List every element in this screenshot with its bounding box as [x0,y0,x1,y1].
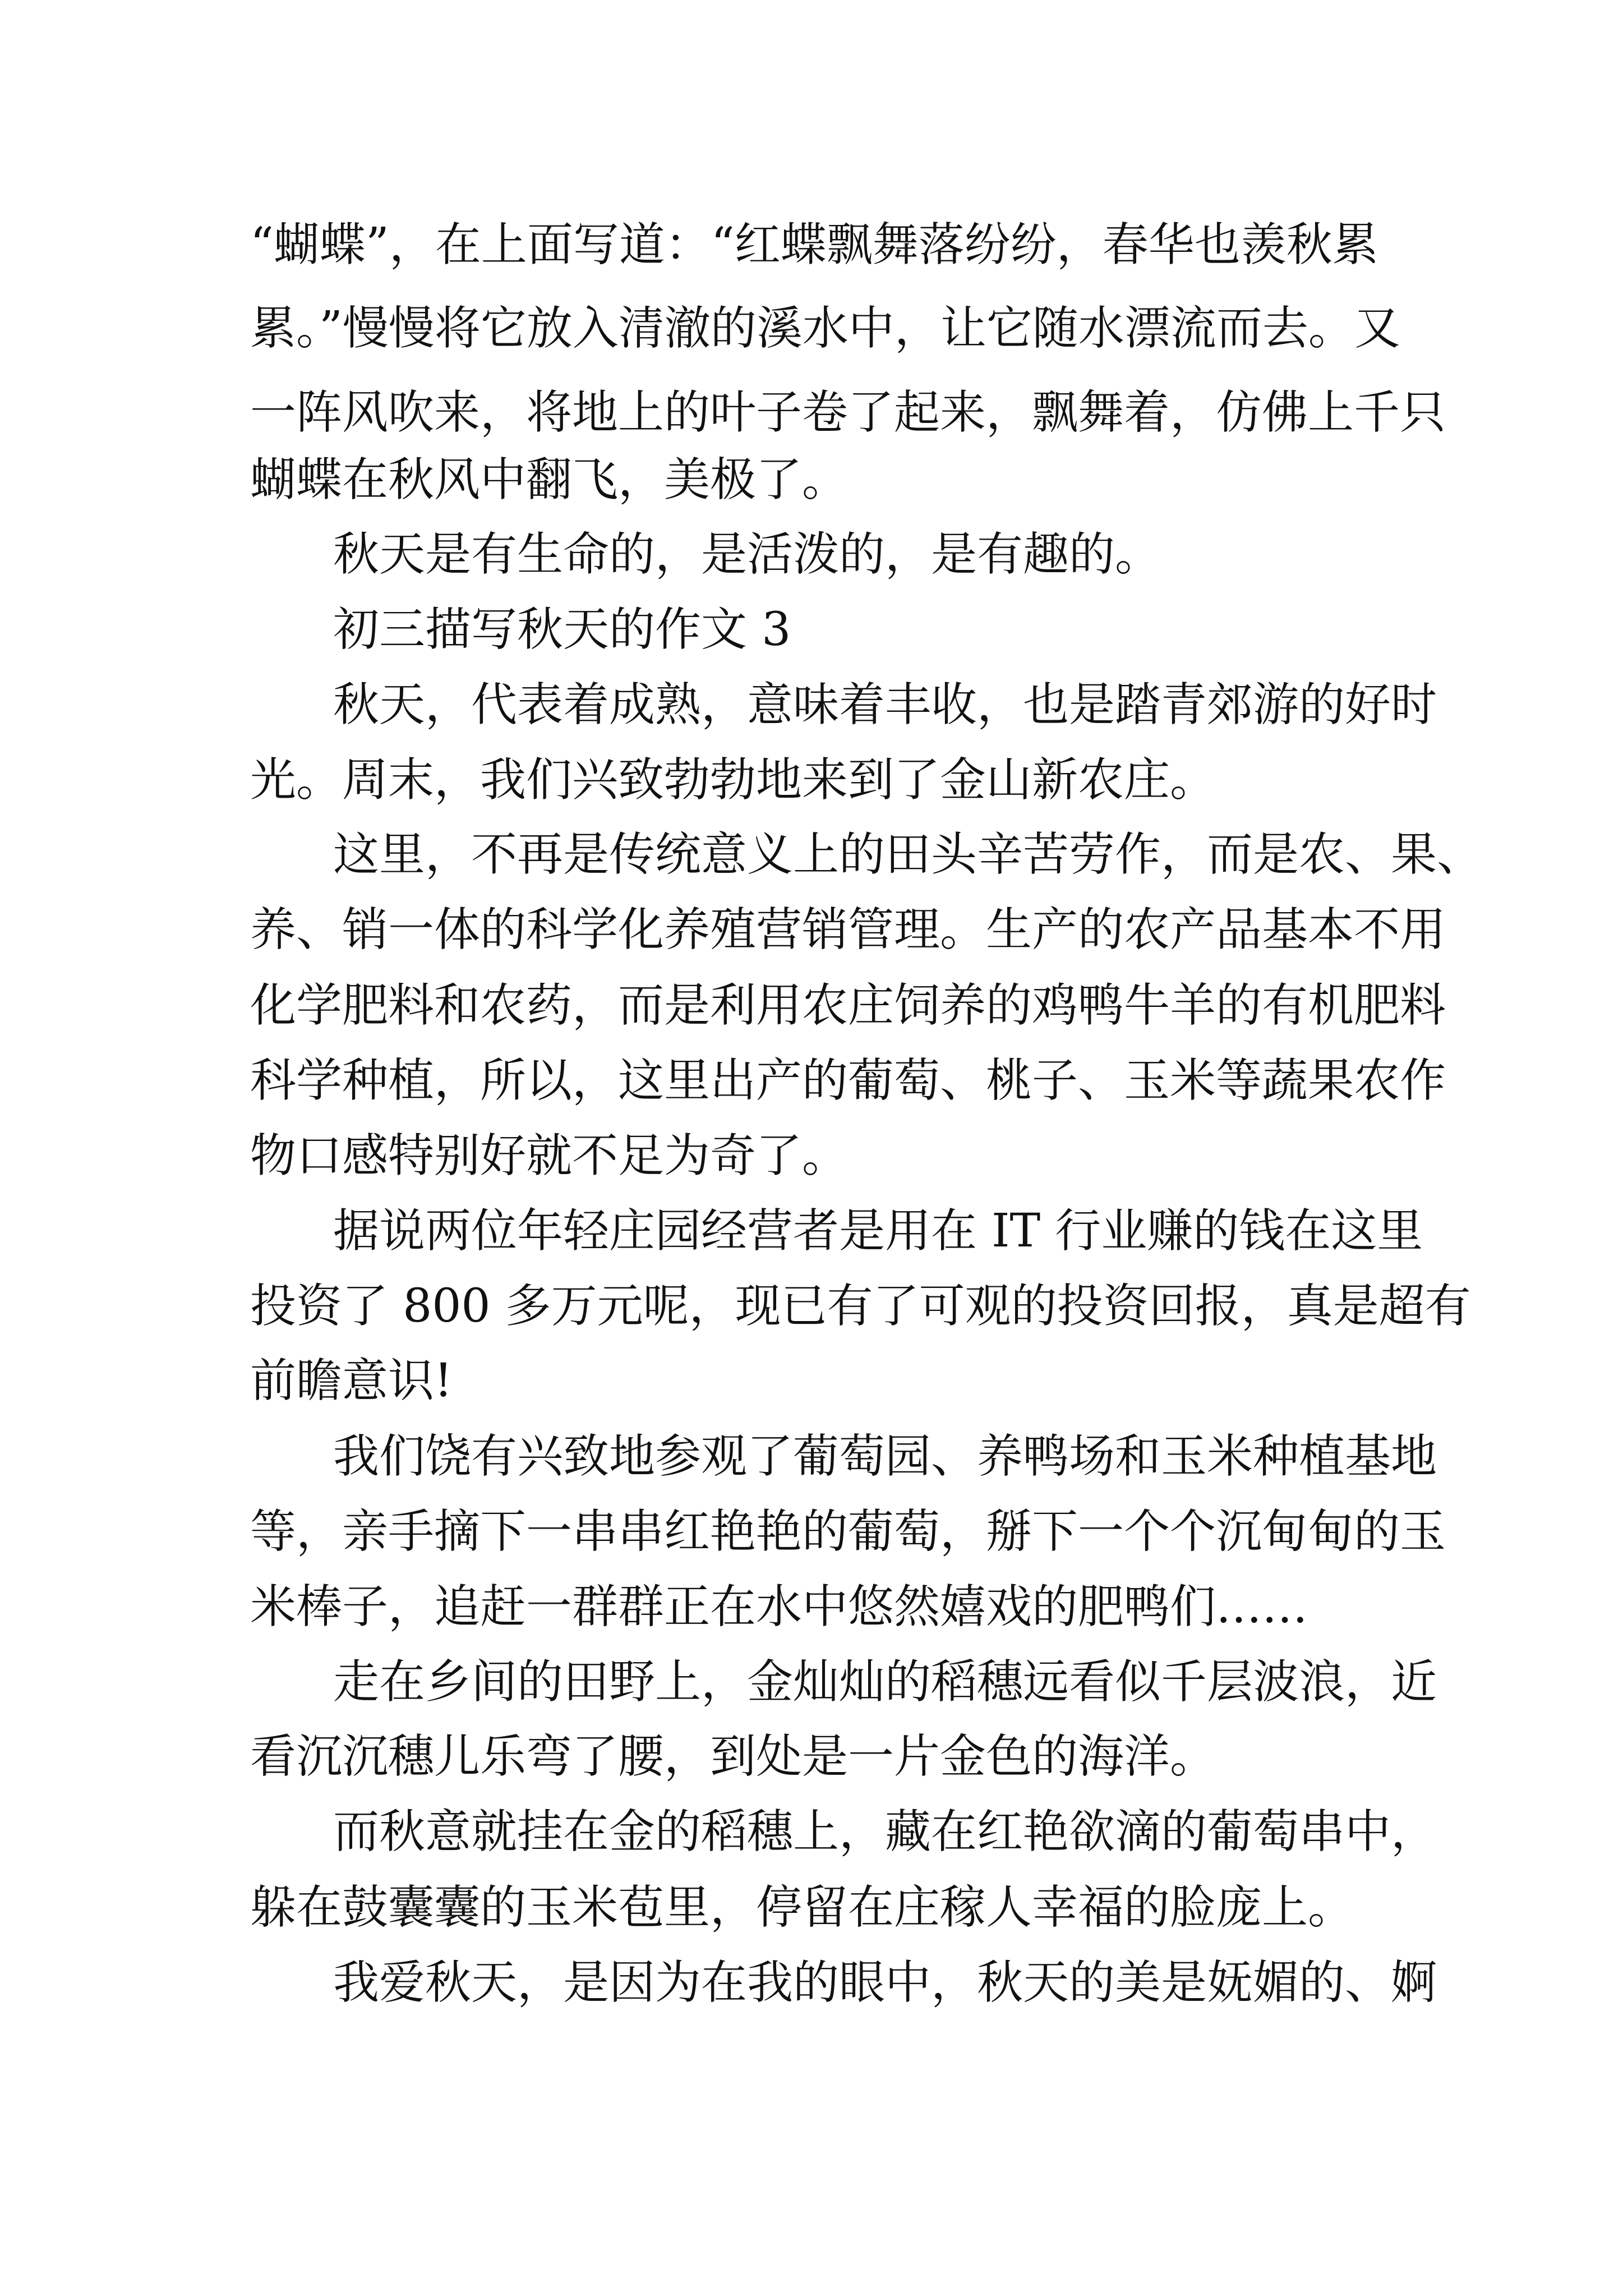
text-line: 前瞻意识! [250,1354,453,1407]
text-line: 我们饶有兴致地参观了葡萄园、养鸭场和玉米种植基地 [333,1430,1437,1483]
text-line: 科学种植，所以，这里出产的葡萄、桃子、玉米等蔬果农作 [250,1054,1446,1107]
text-line: 蝴蝶在秋风中翻飞，美极了。 [250,453,849,507]
text-line: 躲在鼓囊囊的玉米苞里，停留在庄稼人幸福的脸庞上。 [250,1881,1354,1934]
heading: 初三描写秋天的作文 3 [333,603,791,656]
text-line: 光。周末，我们兴致勃勃地来到了金山新农庄。 [250,753,1216,807]
text-line: 而秋意就挂在金的稻穗上，藏在红艳欲滴的葡萄串中， [333,1805,1437,1858]
text-line: 投资了 800 多万元呢，现已有了可观的投资回报，真是超有 [250,1280,1471,1333]
text-line: 据说两位年轻庄园经营者是用在 IT 行业赚的钱在这里 [333,1204,1423,1258]
text-line: 秋天，代表着成熟，意味着丰收，也是踏青郊游的好时 [333,678,1437,731]
text-line: 物口感特别好就不足为奇了。 [250,1129,849,1182]
text-line: “蝴蝶”，在上面写道：“红蝶飘舞落纷纷，春华也羡秋累 [250,218,1378,272]
text-line: 秋天是有生命的，是活泼的，是有趣的。 [333,528,1161,581]
text-line: 看沉沉穗儿乐弯了腰，到处是一片金色的海洋。 [250,1730,1216,1783]
text-line: 我爱秋天，是因为在我的眼中，秋天的美是妩媚的、婀 [333,1956,1437,2009]
text-line: 走在乡间的田野上，金灿灿的稻穗远看似千层波浪，近 [333,1655,1437,1709]
text-line: 米棒子，追赶一群群正在水中悠然嬉戏的肥鸭们…… [250,1580,1308,1634]
text-line: 养、销一体的科学化养殖营销管理。生产的农产品基本不用 [250,903,1446,956]
text-line: 累。”慢慢将它放入清澈的溪水中，让它随水漂流而去。又 [250,302,1400,355]
text-line: 一阵风吹来，将地上的叶子卷了起来，飘舞着，仿佛上千只 [250,386,1446,439]
text-line: 这里，不再是传统意义上的田头辛苦劳作，而是农、果、 [333,828,1483,881]
text-line: 等，亲手摘下一串串红艳艳的葡萄，掰下一个个沉甸甸的玉 [250,1505,1446,1558]
text-line: 化学肥料和农药，而是利用农庄饲养的鸡鸭牛羊的有机肥料 [250,979,1446,1032]
